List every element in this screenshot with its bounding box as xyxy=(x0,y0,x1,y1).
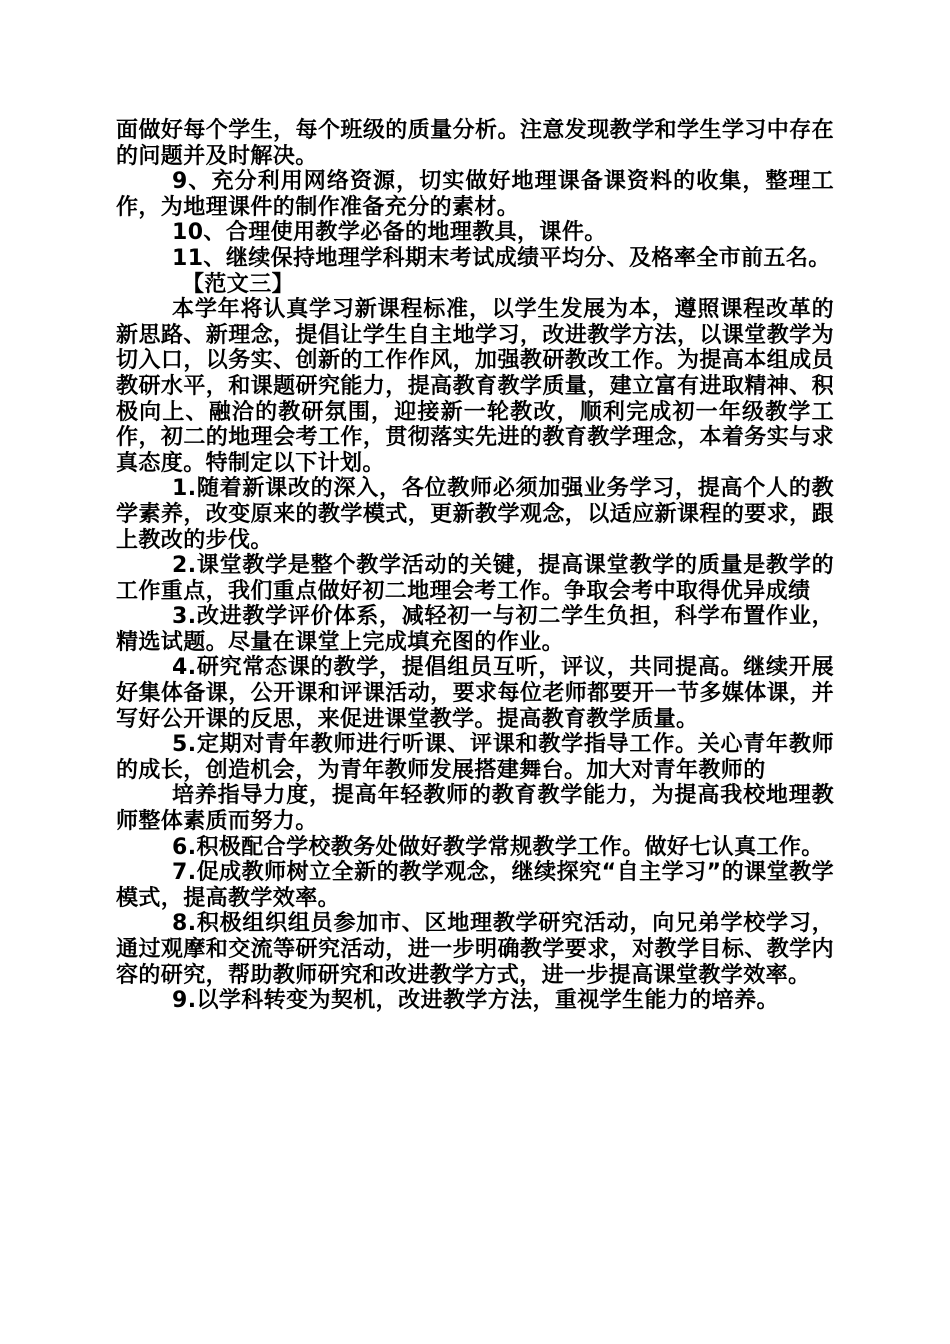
paragraph-point-6: 6.积极配合学校教务处做好教学常规教学工作。做好七认真工作。 xyxy=(172,834,824,860)
paragraph-point-5: 5.定期对青年教师进行听课、评课和教学指导工作。关心青年教师的成长，创造机会，为青年教师发展搭建舞台。加大对青年教师的 xyxy=(116,732,834,783)
paragraph-point-1: 1.随着新课改的深入，各位教师必须加强业务学习，提高个人的教学素养，改变原来的教学模式，更新教学观念，以适应新课程的要求，跟上教改的步伐。 xyxy=(116,476,834,553)
paragraph-point-4: 4.研究常态课的教学，提倡组员互听，评议，共同提高。继续开展好集体备课，公开课和评课活动，要求每位老师都要开一节多媒体课，并写好公开课的反思，来促进课堂教学。提高教育教学质量。 xyxy=(116,655,834,732)
paragraph-point-8: 8.积极组织组员参加市、区地理教学研究活动，向兄弟学校学习，通过观摩和交流等研究活动，进一步明确教学要求，对教学目标、教学内容的研究，帮助教师研究和改进教学方式，进一步提高课堂教学效率。 xyxy=(116,911,834,988)
paragraph-item-10-tools: 10、合理使用教学必备的地理教具，课件。 xyxy=(172,220,607,246)
paragraph-point-5-continued: 培养指导力度，提高年轻教师的教育教学能力，为提高我校地理教师整体素质而努力。 xyxy=(116,783,834,835)
document-page xyxy=(116,118,834,1014)
paragraph-intro: 本学年将认真学习新课程标准，以学生发展为本，遵照课程改革的新思路、新理念，提倡让学生自主地学习，改进教学方法，以课堂教学为切入口，以务实、创新的工作作风，加强教研教改工作。为提高本组成员教研水平，和课题研究能力，提高教育教学质量，建立富有进取精神、积极向上、融洽的教研氛围，迎接新一轮教改，顺利完成初一年级教学工作，初二的地理会考工作，贯彻落实先进的教育教学理念，本着务实与求真态度。特制定以下计划。 xyxy=(116,297,834,476)
paragraph-point-3: 3.改进教学评价体系，减轻初一与初二学生负担，科学布置作业，精选试题。尽量在课堂上完成填充图的作业。 xyxy=(116,604,834,655)
paragraph-point-2: 2.课堂教学是整个教学活动的关键，提高课堂教学的质量是教学的工作重点，我们重点做好初二地理会考工作。争取会考中取得优异成绩 xyxy=(116,553,834,604)
paragraph-continued: 面做好每个学生，每个班级的质量分析。注意发现教学和学生学习中存在的问题并及时解决。 xyxy=(116,118,834,169)
paragraph-point-7: 7.促成教师树立全新的教学观念，继续探究“自主学习”的课堂教学模式，提高教学效率。 xyxy=(116,860,834,911)
paragraph-point-9: 9.以学科转变为契机，改进教学方法，重视学生能力的培养。 xyxy=(172,988,779,1014)
section-heading: 【范文三】 xyxy=(182,271,295,297)
paragraph-item-9-network: 9、充分利用网络资源，切实做好地理课备课资料的收集，整理工作，为地理课件的制作准备充分的素材。 xyxy=(116,169,834,220)
paragraph-item-11-scores: 11、继续保持地理学科期末考试成绩平均分、及格率全市前五名。 xyxy=(172,245,831,271)
